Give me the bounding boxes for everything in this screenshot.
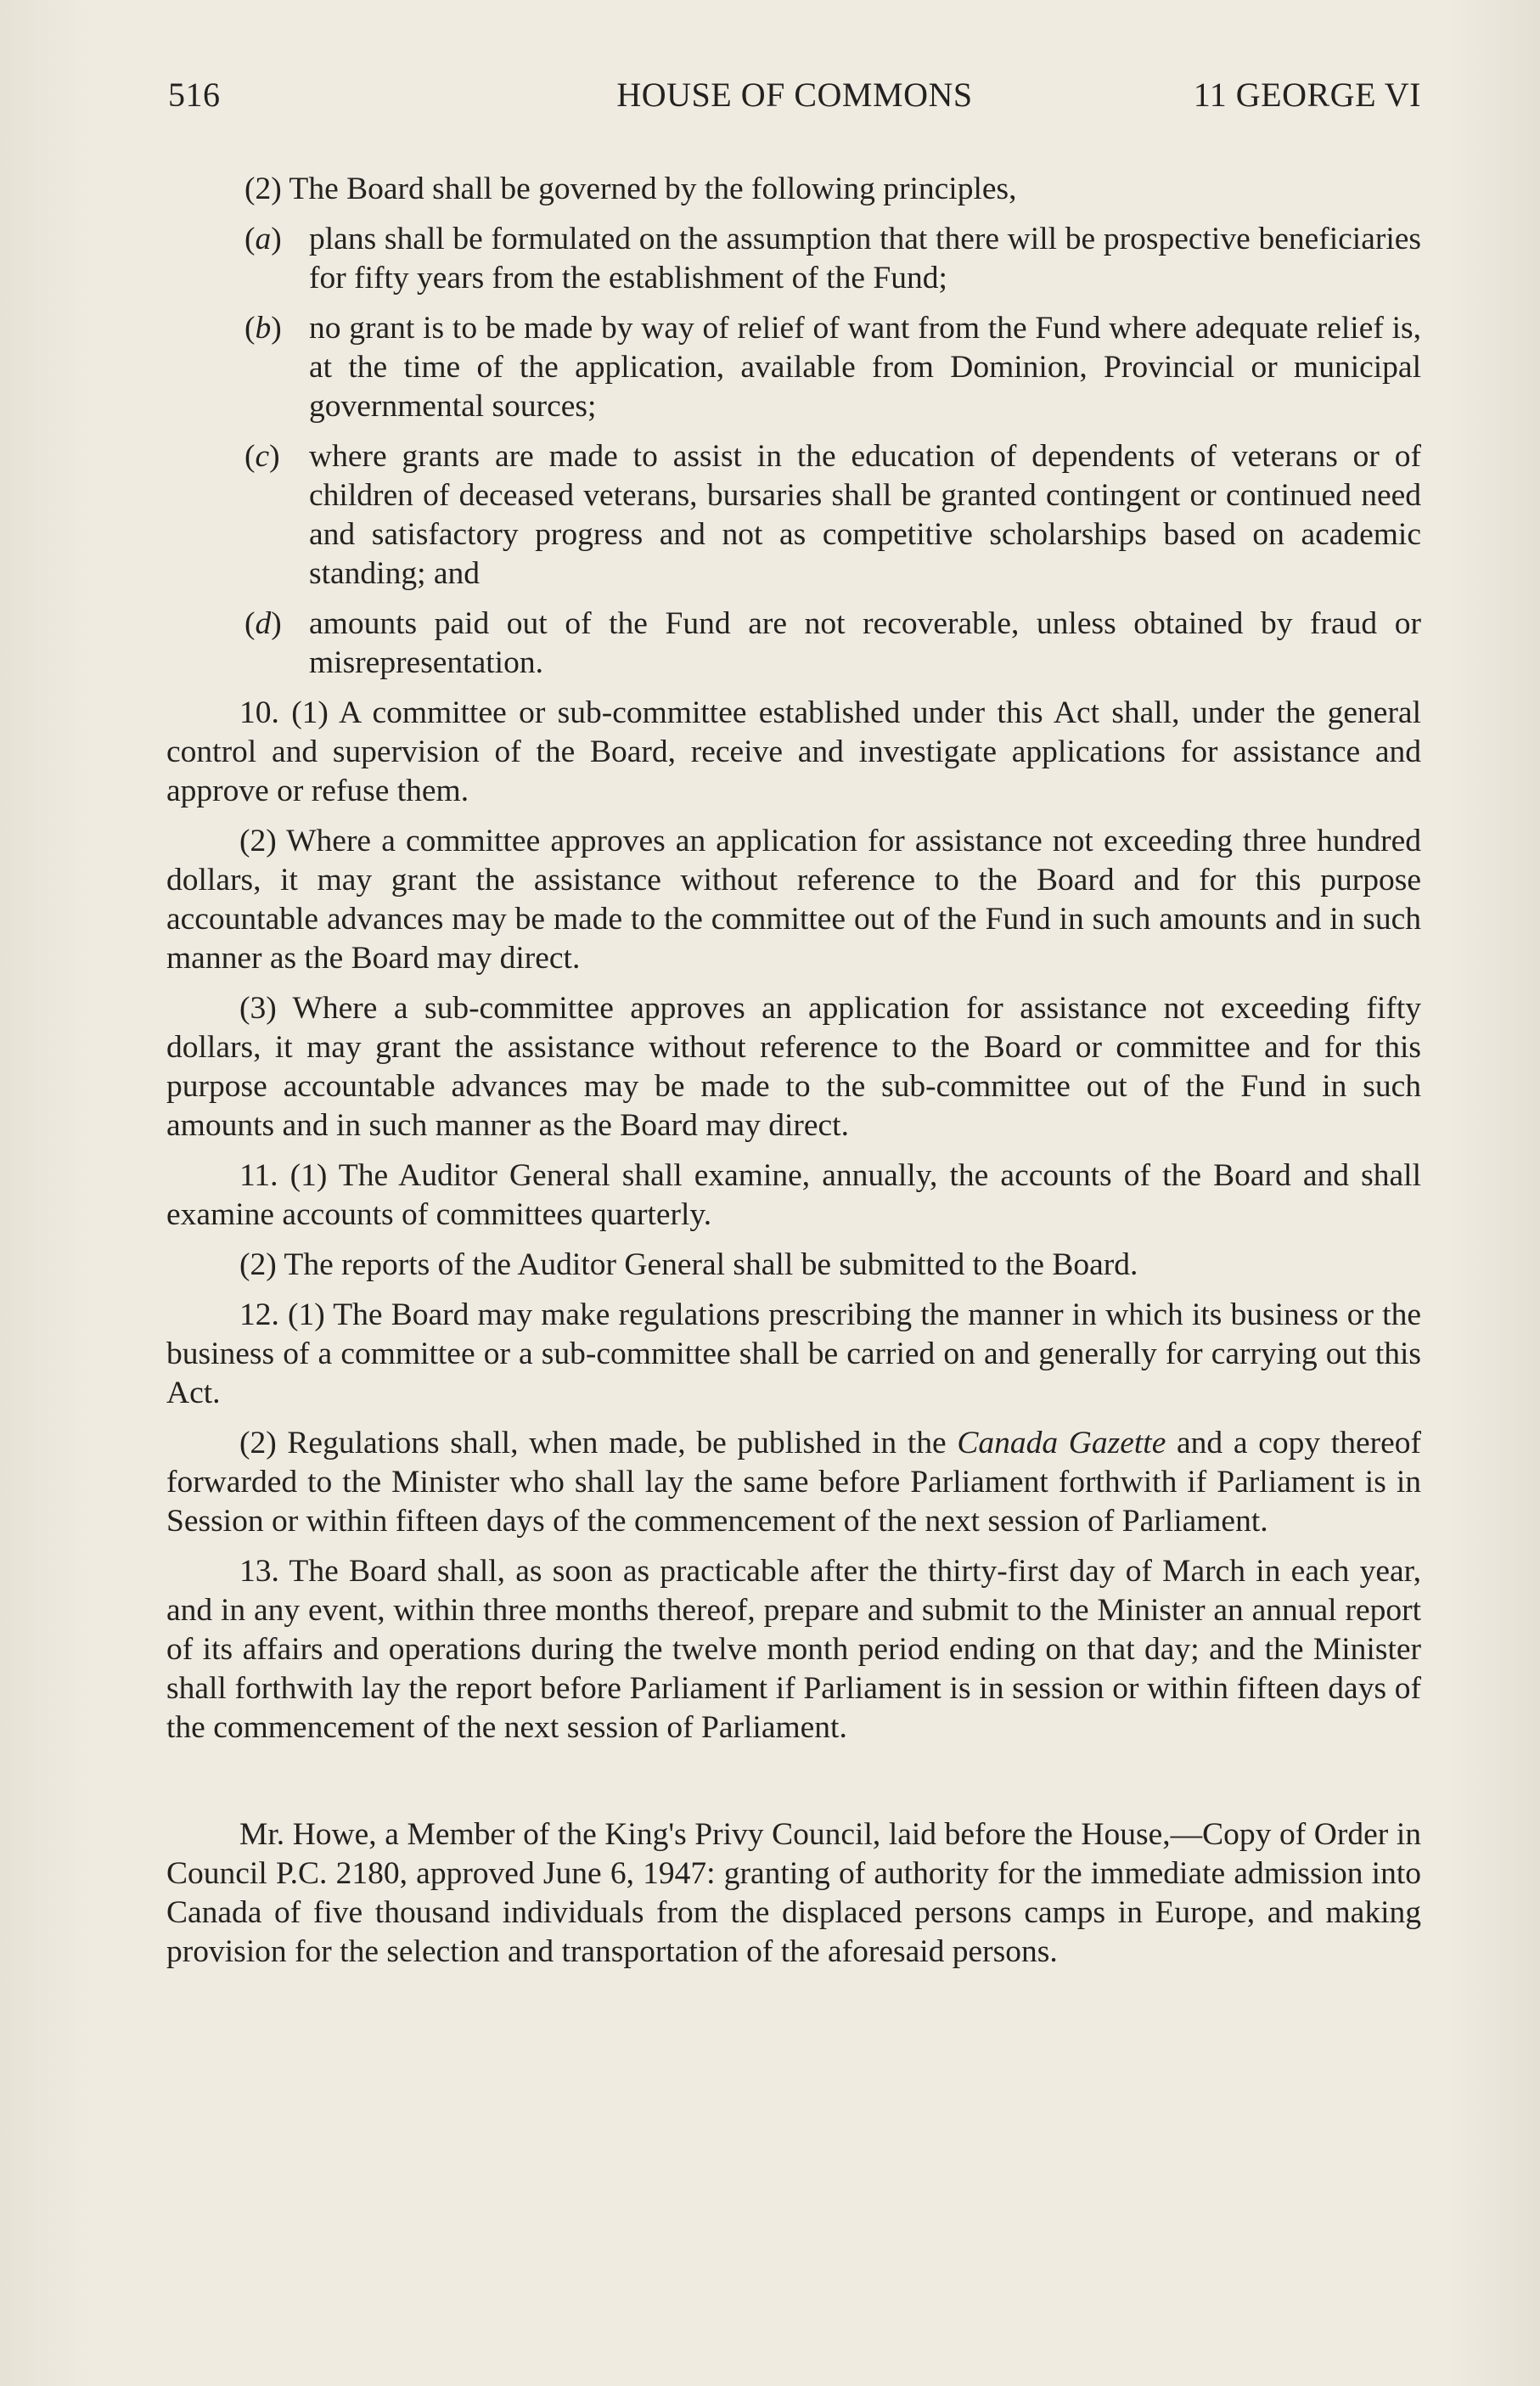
principle-text: plans shall be formulated on the assumption that there will be prospective beneficiaries for fifty years from the establishment of the Fund; — [309, 222, 1421, 295]
principle-text: where grants are made to assist in the education of dependents of veterans or of children of deceased veterans, bursaries shall be granted contingent or continued need and satisfactory progress and not as competitive scholarships based on academic standing; and — [309, 439, 1421, 591]
section-10-3: (3) Where a sub-committee approves an application for assistance not exceeding fifty dollars, it may grant the assistance without reference to the Board or committee and for this purpose accountable advances may be made to the sub-committee out of the Fund in such amounts and in such manner as the Board may direct. — [166, 991, 1421, 1143]
principle-d — [166, 605, 1421, 683]
page-number: 516 — [168, 76, 221, 114]
principle-a — [166, 220, 1421, 298]
running-header — [168, 75, 1421, 117]
section-11-2: (2) The reports of the Auditor General shall be submitted to the Board. — [239, 1247, 1138, 1282]
section-10-2: (2) Where a committee approves an application for assistance not exceeding three hundred dollars, it may grant the assistance without reference to the Board and for this purpose accountable advances may be made to the committee out of the Fund in such amounts and in such manner as the Board may direct. — [166, 824, 1421, 976]
principle-b — [166, 309, 1421, 426]
principle-label: (a) — [244, 222, 282, 256]
principle-text: no grant is to be made by way of relief of want from the Fund where adequate relief is, at the time of the application, available from Dominion, Provincial or municipal governmental sources; — [309, 311, 1421, 424]
section-12-2: (2) Regulations shall, when made, be published in the Canada Gazette and a copy thereof forwarded to the Minister who shall lay the same before Parliament forthwith if Parliament is in Session or within fifteen days of the commencement of the next session of Parliament. — [166, 1426, 1421, 1539]
section-13: 13. The Board shall, as soon as practicable after the thirty-first day of March in each year, and in any event, within three months thereof, prepare and submit to the Minister an annual report of its affairs and operations during the twelve month period ending on that day; and the Minister shall forthwith lay the report before Parliament if Parliament is in session or within fifteen days of the commencement of the next session of Parliament. — [166, 1554, 1421, 1745]
section-11-1: 11. (1) The Auditor General shall examine, annually, the accounts of the Board and shall examine accounts of committees quarterly. — [166, 1158, 1421, 1232]
principle-c — [166, 437, 1421, 594]
journal-title: HOUSE OF COMMONS — [616, 76, 973, 114]
section-10-1: 10. (1) A committee or sub-committee established under this Act shall, under the general control and supervision of the Board, receive and investigate applications for assistance and approve or refuse them. — [166, 695, 1421, 808]
principle-label: (c) — [244, 439, 280, 474]
gazette-title: Canada Gazette — [957, 1426, 1166, 1460]
session-label: 11 GEORGE VI — [1193, 76, 1421, 114]
principle-label: (b) — [244, 311, 282, 346]
principle-label: (d) — [244, 606, 282, 641]
clause-2-intro: (2) The Board shall be governed by the following principles, — [244, 172, 1017, 206]
body-text — [166, 170, 1421, 1983]
section-12-1: 12. (1) The Board may make regulations prescribing the manner in which its business or the business of a committee or a sub-committee shall be carried on and generally for carrying out this Act. — [166, 1297, 1421, 1410]
tabled-document: Mr. Howe, a Member of the King's Privy Council, laid before the House,—Copy of Order in Council P.C. 2180, approved June 6, 1947: granting of authority for the immediate admission into Canada of five thousand individuals from the displaced persons camps in Europe, and making provision for the selection and transportation of the aforesaid persons. — [166, 1817, 1421, 1969]
principle-text: amounts paid out of the Fund are not recoverable, unless obtained by fraud or misrepresentation. — [309, 606, 1421, 680]
